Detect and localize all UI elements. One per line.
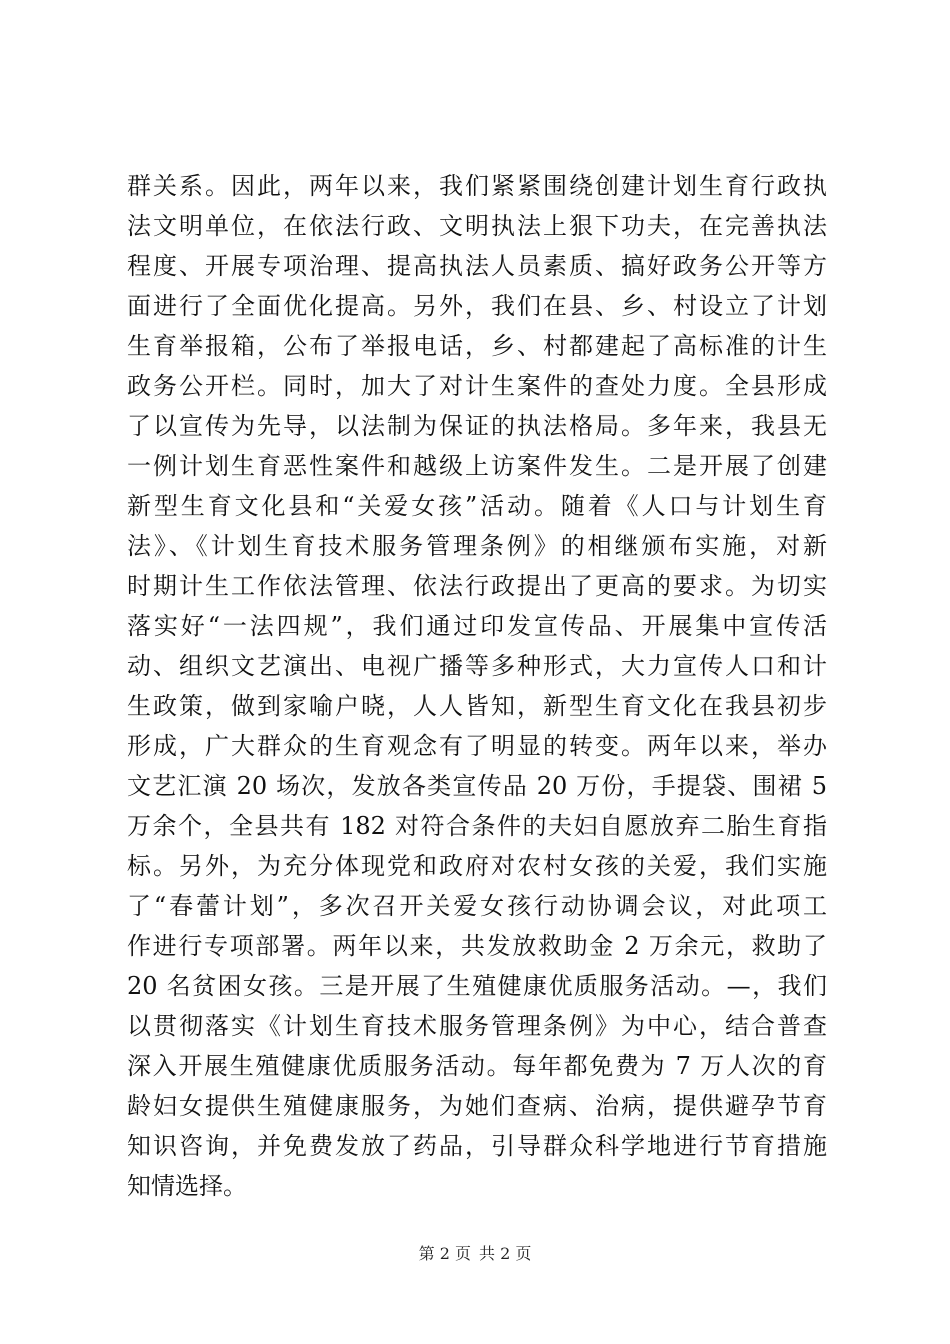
text-line: 面进行了全面优化提高。另外，我们在县、乡、村设立了计划 [127,292,827,320]
page-total: 共 2 页 [479,1244,532,1263]
text-line: 作进行专项部署。两年以来，共发放救助金 2 万余元，救助了 [127,932,827,960]
text-line: 动、组织文艺演出、电视广播等多种形式，大力宣传人口和计 [127,652,827,680]
text-line: 新型生育文化县和“关爱女孩”活动。随着《人口与计划生育 [127,492,827,520]
text-line: 政务公开栏。同时，加大了对计生案件的查处力度。全县形成 [127,372,827,400]
text-line: 龄妇女提供生殖健康服务，为她们查病、治病，提供避孕节育 [127,1092,827,1120]
text-line: 万余个，全县共有 182 对符合条件的夫妇自愿放弃二胎生育指 [127,812,827,840]
text-line: 群关系。因此，两年以来，我们紧紧围绕创建计划生育行政执 [127,172,827,200]
text-line: 知识咨询，并免费发放了药品，引导群众科学地进行节育措施 [127,1132,827,1160]
text-line: 20 名贫困女孩。三是开展了生殖健康优质服务活动。—，我们 [127,972,827,1000]
text-line: 落实好“一法四规”，我们通过印发宣传品、开展集中宣传活 [127,612,827,640]
text-line: 法文明单位，在依法行政、文明执法上狠下功夫，在完善执法 [127,212,827,240]
body-text [127,166,827,1206]
text-line: 程度、开展专项治理、提高执法人员素质、搞好政务公开等方 [127,252,827,280]
text-line: 了“春蕾计划”，多次召开关爱女孩行动协调会议，对此项工 [127,892,827,920]
text-line: 形成，广大群众的生育观念有了明显的转变。两年以来，举办 [127,732,827,760]
page-number: 第 2 页 [418,1244,471,1263]
text-line: 文艺汇演 20 场次，发放各类宣传品 20 万份，手提袋、围裙 5 [127,772,827,800]
text-line: 知情选择。 [127,1172,247,1200]
text-line: 标。另外，为充分体现党和政府对农村女孩的关爱，我们实施 [127,852,827,880]
text-line: 法》、《计划生育技术服务管理条例》的相继颁布实施，对新 [127,532,827,560]
text-line: 生政策，做到家喻户晓，人人皆知，新型生育文化在我县初步 [127,692,827,720]
text-line: 深入开展生殖健康优质服务活动。每年都免费为 7 万人次的育 [127,1052,827,1080]
text-line: 一例计划生育恶性案件和越级上访案件发生。二是开展了创建 [127,452,827,480]
text-line: 生育举报箱，公布了举报电话，乡、村都建起了高标准的计生 [127,332,827,360]
text-line: 时期计生工作依法管理、依法行政提出了更高的要求。为切实 [127,572,827,600]
page-footer [0,1244,950,1264]
text-line: 以贯彻落实《计划生育技术服务管理条例》为中心，结合普查 [127,1012,827,1040]
text-line: 了以宣传为先导，以法制为保证的执法格局。多年来，我县无 [127,412,827,440]
